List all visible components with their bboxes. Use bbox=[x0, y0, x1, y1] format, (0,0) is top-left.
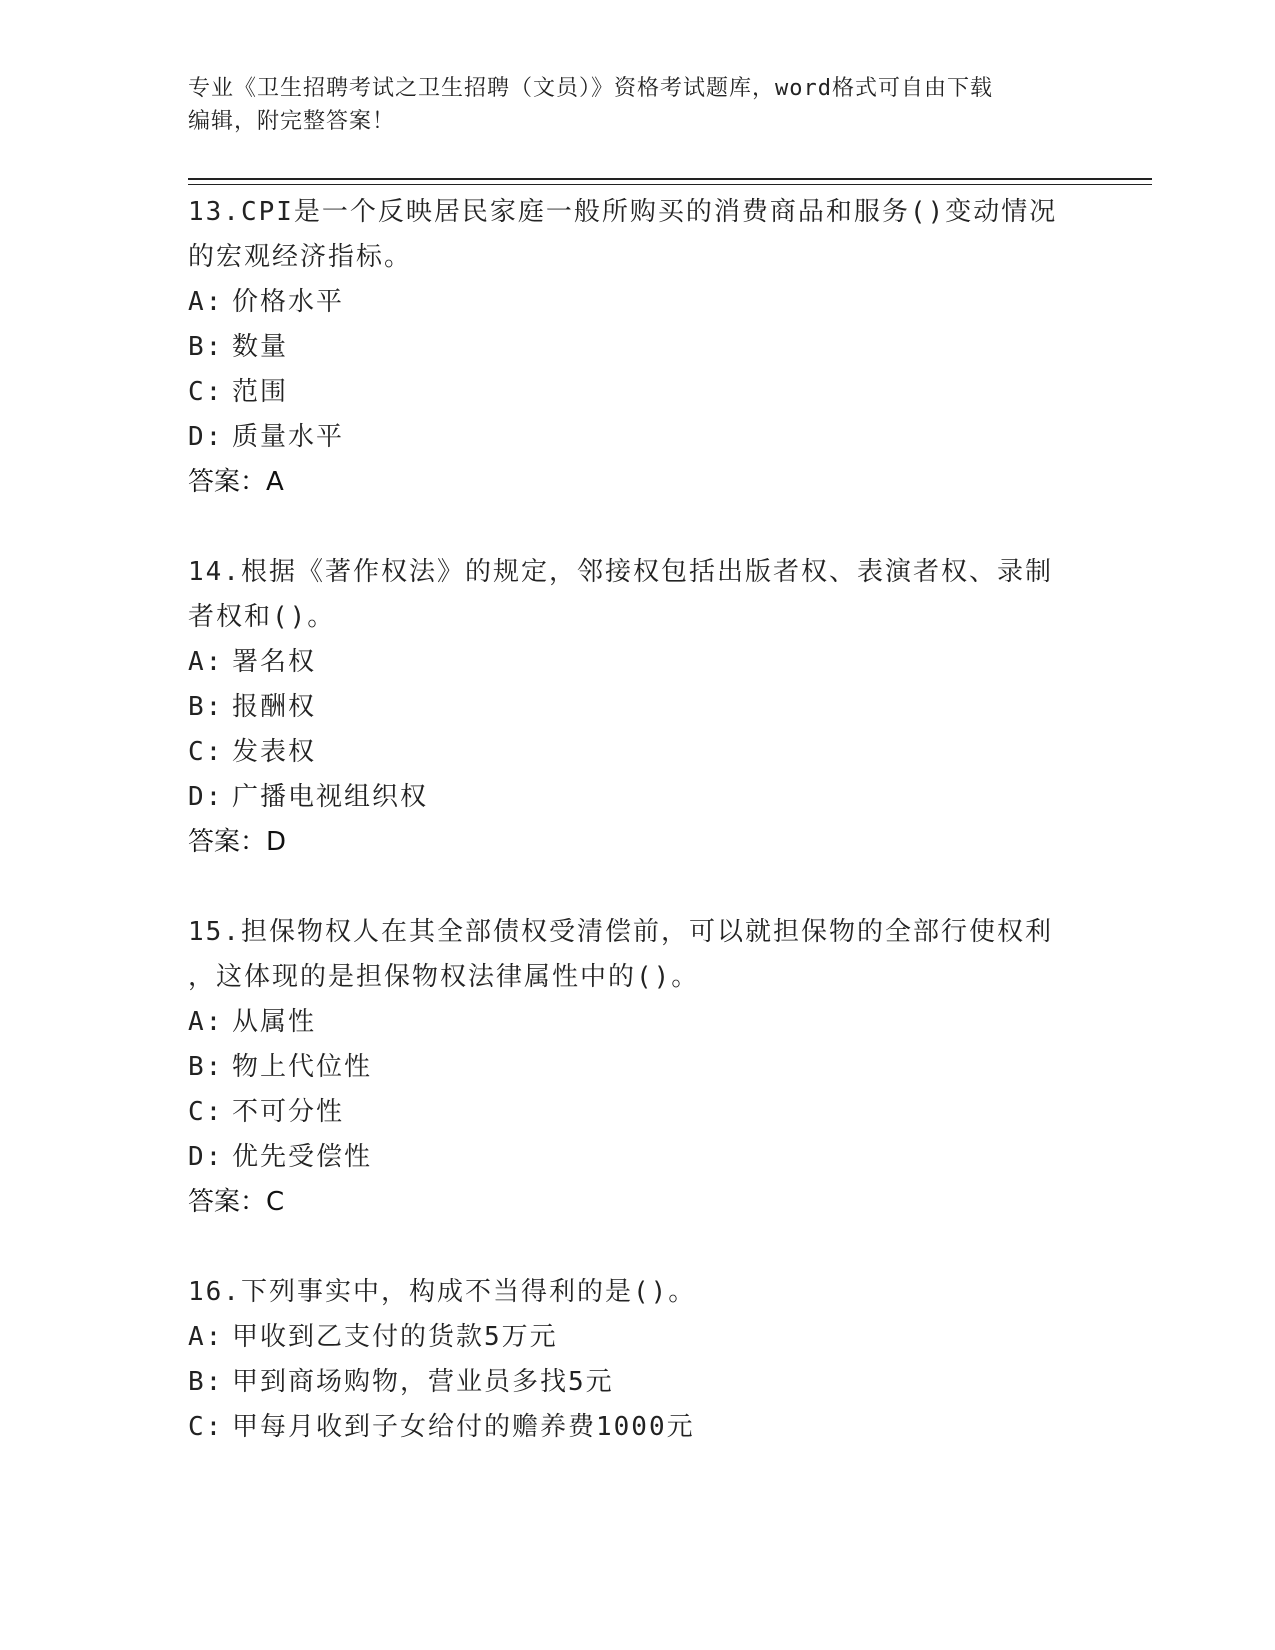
option-text: 优先受偿性 bbox=[232, 1142, 373, 1172]
option-letter: A: bbox=[188, 1007, 224, 1037]
option-letter: D: bbox=[188, 422, 224, 452]
option-letter: C: bbox=[188, 1412, 224, 1442]
question-stem-line-1: 13.CPI是一个反映居民家庭一般所购买的消费商品和服务()变动情况 bbox=[188, 197, 1058, 227]
question-14 bbox=[188, 550, 1088, 865]
option-text: 从属性 bbox=[232, 1007, 317, 1037]
question-13 bbox=[188, 190, 1088, 505]
option-b bbox=[188, 1045, 1088, 1090]
option-d bbox=[188, 1135, 1088, 1180]
question-stem-line-1: 14.根据《著作权法》的规定，邻接权包括出版者权、表演者权、录制 bbox=[188, 557, 1053, 587]
option-c bbox=[188, 730, 1088, 775]
question-stem-line-2: 的宏观经济指标。 bbox=[188, 242, 413, 272]
question-15 bbox=[188, 910, 1088, 1225]
option-b bbox=[188, 685, 1088, 730]
option-letter: C: bbox=[188, 1097, 224, 1127]
option-text: 甲每月收到子女给付的赡养费1000元 bbox=[232, 1412, 695, 1442]
option-c bbox=[188, 1405, 1088, 1450]
option-text: 署名权 bbox=[232, 647, 317, 677]
question-stem-line-2: 者权和()。 bbox=[188, 602, 336, 632]
option-b bbox=[188, 1360, 1088, 1405]
header-divider-thin bbox=[188, 184, 1152, 185]
document-header bbox=[188, 72, 1068, 138]
question-stem-line-1: 15.担保物权人在其全部债权受清偿前，可以就担保物的全部行使权利 bbox=[188, 917, 1053, 947]
option-letter: D: bbox=[188, 1142, 224, 1172]
option-a bbox=[188, 280, 1088, 325]
option-text: 范围 bbox=[232, 377, 289, 407]
option-a bbox=[188, 1315, 1088, 1360]
question-stem-line-2: ，这体现的是担保物权法律属性中的()。 bbox=[188, 962, 700, 992]
option-letter: B: bbox=[188, 692, 224, 722]
option-d bbox=[188, 415, 1088, 460]
option-c bbox=[188, 1090, 1088, 1135]
option-text: 报酬权 bbox=[232, 692, 317, 722]
option-text: 不可分性 bbox=[232, 1097, 345, 1127]
option-letter: B: bbox=[188, 332, 224, 362]
option-b bbox=[188, 325, 1088, 370]
option-letter: A: bbox=[188, 1322, 224, 1352]
question-16 bbox=[188, 1270, 1088, 1450]
option-letter: D: bbox=[188, 782, 224, 812]
answer-label: 答案：A bbox=[188, 467, 284, 497]
option-text: 广播电视组织权 bbox=[232, 782, 429, 812]
option-a bbox=[188, 640, 1088, 685]
option-text: 甲到商场购物，营业员多找5元 bbox=[232, 1367, 614, 1397]
option-letter: C: bbox=[188, 377, 224, 407]
option-text: 价格水平 bbox=[232, 287, 345, 317]
answer-label: 答案：D bbox=[188, 827, 287, 857]
option-text: 质量水平 bbox=[232, 422, 345, 452]
option-letter: A: bbox=[188, 287, 224, 317]
option-text: 甲收到乙支付的货款5万元 bbox=[232, 1322, 558, 1352]
option-c bbox=[188, 370, 1088, 415]
option-text: 发表权 bbox=[232, 737, 317, 767]
option-text: 物上代位性 bbox=[232, 1052, 373, 1082]
header-line-1: 专业《卫生招聘考试之卫生招聘（文员）》资格考试题库，word格式可自由下载 bbox=[188, 76, 993, 101]
option-letter: B: bbox=[188, 1367, 224, 1397]
header-divider-thick bbox=[188, 178, 1152, 180]
option-d bbox=[188, 775, 1088, 820]
option-letter: C: bbox=[188, 737, 224, 767]
option-letter: B: bbox=[188, 1052, 224, 1082]
option-a bbox=[188, 1000, 1088, 1045]
header-line-2: 编辑，附完整答案！ bbox=[188, 109, 396, 134]
answer-label: 答案：C bbox=[188, 1187, 285, 1217]
question-stem-line-1: 16.下列事实中，构成不当得利的是()。 bbox=[188, 1277, 697, 1307]
option-text: 数量 bbox=[232, 332, 289, 362]
option-letter: A: bbox=[188, 647, 224, 677]
